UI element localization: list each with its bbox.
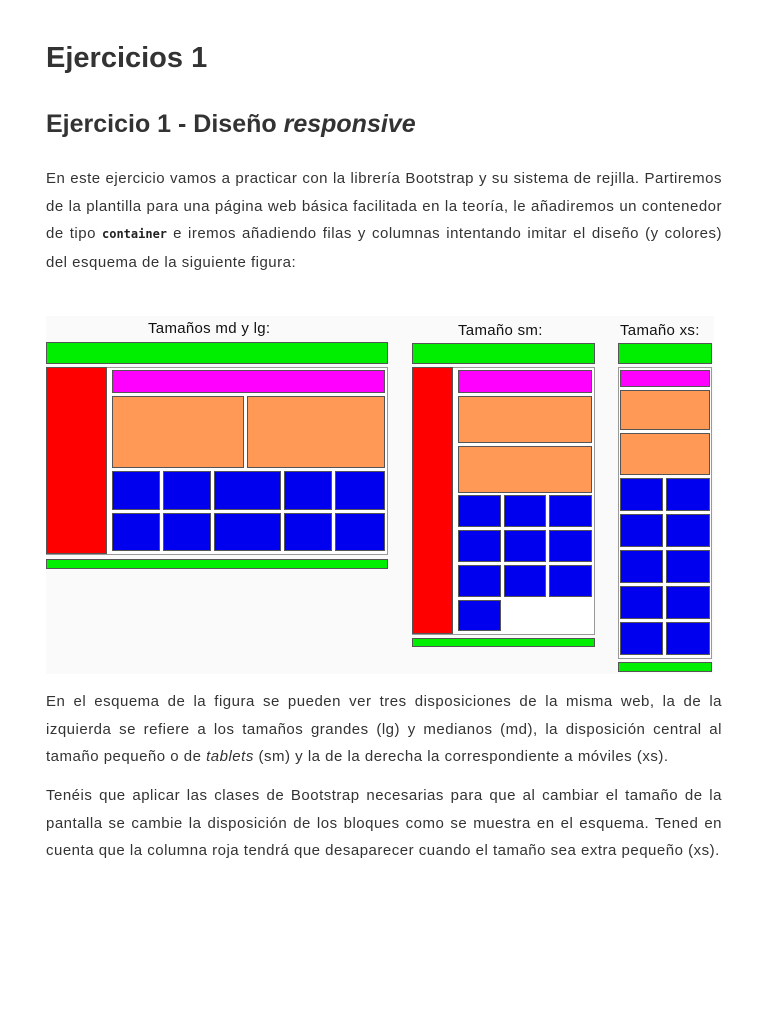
lg-content-1: [112, 396, 244, 468]
xs-cell: [620, 478, 663, 511]
lg-cell: [163, 471, 211, 510]
xs-cell: [666, 514, 710, 547]
sm-sidebar: [412, 367, 453, 634]
caption-xs: Tamaño xs:: [620, 322, 700, 339]
sm-header: [412, 343, 595, 364]
xs-cell: [666, 478, 710, 511]
xs-cell: [620, 586, 663, 619]
explanation-paragraph: [46, 688, 722, 771]
sm-cell: [458, 530, 501, 562]
lg-footer: [46, 559, 388, 569]
xs-cell: [666, 586, 710, 619]
intro-text-1: En este ejercicio vamos a practicar con la librería Bootstrap y su sistema de rejilla. Partiremos de la plantilla para una página web básica facilitada en la teoría, le añadiremos un contenedor de tipo: [46, 170, 722, 242]
xs-content-1: [620, 390, 710, 430]
xs-nav: [620, 370, 710, 387]
explanation-text-1: En el esquema de la figura se pueden ver tres disposiciones de la misma web, la de la izquierda se refiere a los tamaños grandes (lg) y medianos (md), la disposición central al tamaño pequeño o de: [46, 693, 722, 765]
xs-content-2: [620, 433, 710, 475]
lg-cell: [284, 471, 332, 510]
exercise-title-emphasis: responsive: [283, 110, 416, 138]
sm-content-2: [458, 446, 592, 493]
page-title: Ejercicios 1: [46, 42, 208, 74]
lg-sidebar: [46, 367, 107, 554]
instructions-paragraph: Tenéis que aplicar las clases de Bootstrap necesarias para que al cambiar el tamaño de la pantalla se cambie la disposición de los bloques como se muestra en el esquema. Tened en cuenta que la columna roja tendrá que desaparecer cuando el tamaño sea extra pequeño (xs).: [46, 787, 722, 859]
explanation-text-2: (sm) y la de la derecha la correspondiente a móviles (xs).: [253, 748, 669, 765]
lg-content-2: [247, 396, 385, 468]
sm-cell: [458, 565, 501, 597]
lg-cell: [112, 471, 160, 510]
sm-content-1: [458, 396, 592, 443]
sm-cell: [458, 495, 501, 527]
lg-cell: [163, 513, 211, 551]
lg-cell: [112, 513, 160, 551]
lg-nav: [112, 370, 385, 393]
lg-cell: [214, 471, 281, 510]
explanation-emphasis: tablets: [206, 748, 254, 765]
sm-cell: [549, 565, 592, 597]
xs-cell: [620, 622, 663, 655]
lg-cell: [335, 513, 385, 551]
sm-footer: [412, 638, 595, 647]
sm-nav: [458, 370, 592, 393]
intro-text-2: e iremos añadiendo filas y columnas intentando imitar el diseño (y colores) del esquema de la siguiente figura:: [46, 225, 722, 271]
caption-lg: Tamaños md y lg:: [148, 320, 271, 337]
sm-cell: [458, 600, 501, 631]
xs-cell: [620, 550, 663, 583]
xs-footer: [618, 662, 712, 672]
xs-cell: [666, 550, 710, 583]
sm-cell: [504, 530, 546, 562]
intro-paragraph: [46, 165, 722, 276]
lg-cell: [284, 513, 332, 551]
lg-cell: [335, 471, 385, 510]
sm-cell: [549, 530, 592, 562]
xs-cell: [620, 514, 663, 547]
xs-header: [618, 343, 712, 364]
caption-sm: Tamaño sm:: [458, 322, 543, 339]
sm-cell: [504, 565, 546, 597]
sm-cell: [504, 495, 546, 527]
exercise-title: [46, 110, 416, 139]
lg-cell: [214, 513, 281, 551]
layout-figure: [46, 316, 714, 674]
exercise-title-prefix: Ejercicio 1 - Diseño: [46, 110, 284, 138]
lg-header: [46, 342, 388, 364]
xs-cell: [666, 622, 710, 655]
sm-cell: [549, 495, 592, 527]
intro-code: container: [102, 227, 168, 241]
